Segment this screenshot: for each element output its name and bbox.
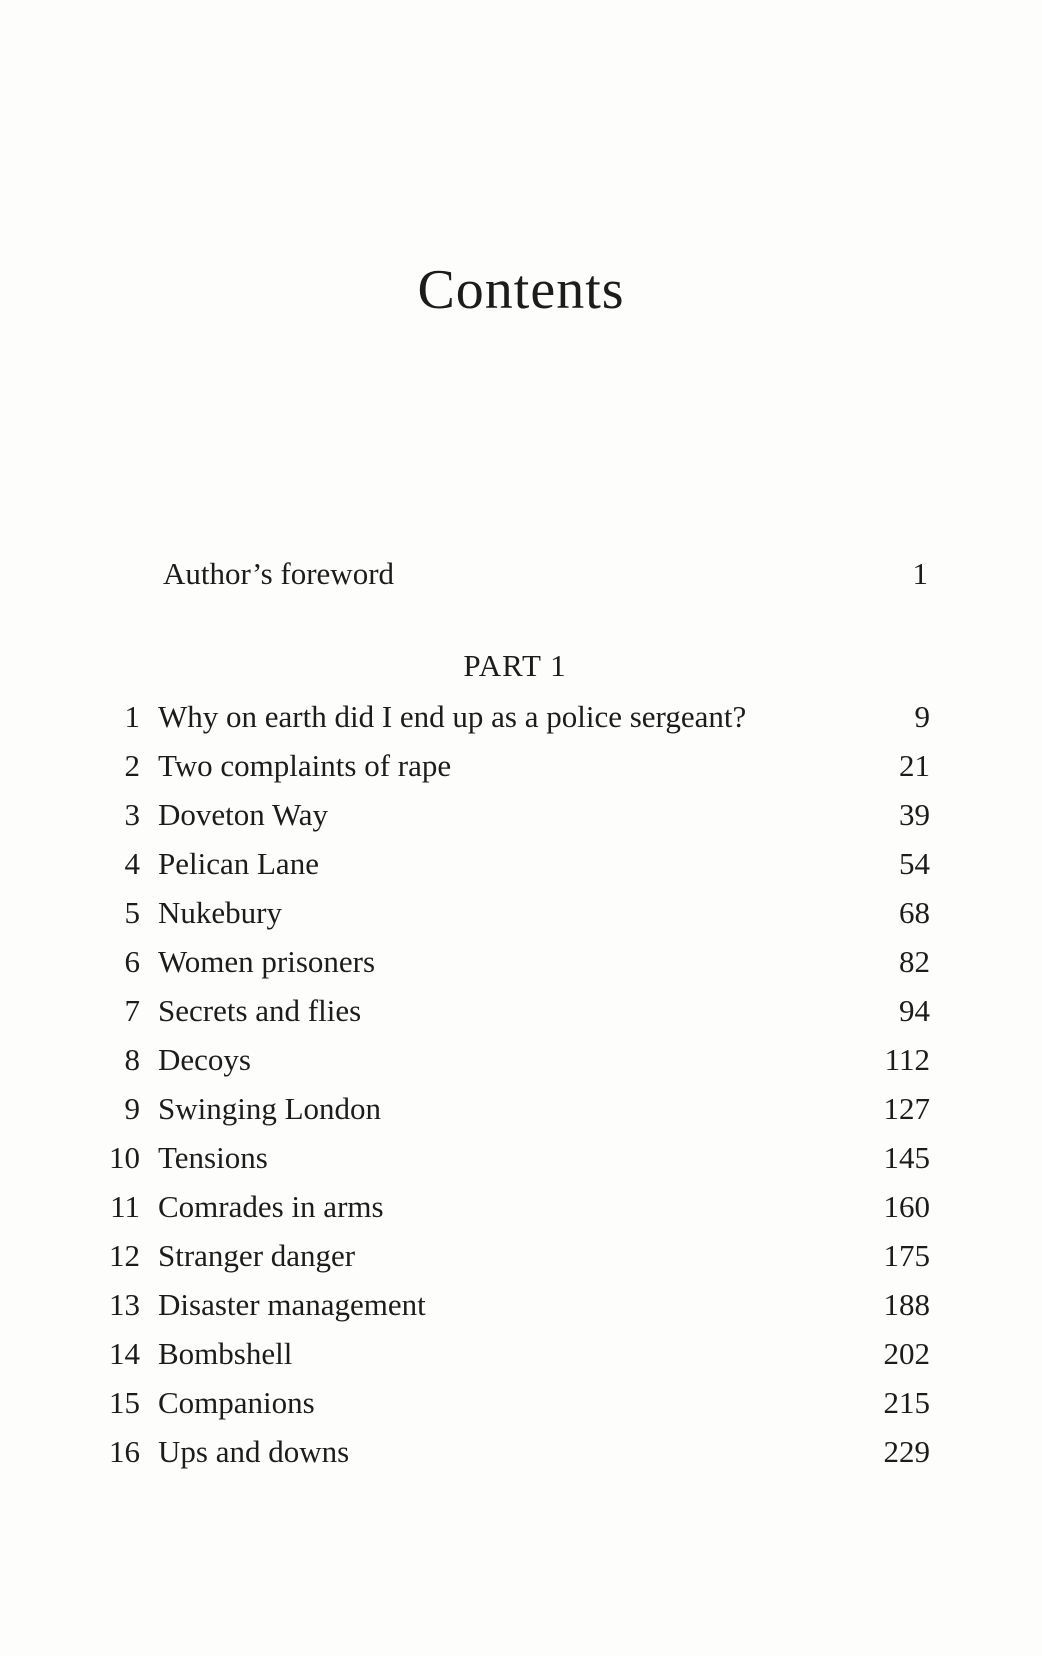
chapter-page-number: 229 <box>883 1434 930 1469</box>
chapter-title: Ups and downs <box>158 1434 350 1469</box>
chapter-title: Disaster management <box>158 1287 426 1322</box>
chapter-number: 1 <box>124 699 140 734</box>
chapter-page-number: 9 <box>914 699 930 734</box>
chapter-number: 5 <box>124 895 140 930</box>
chapter-number: 4 <box>124 846 140 881</box>
chapter-number: 10 <box>109 1140 140 1175</box>
chapter-entry[interactable] <box>100 1334 930 1383</box>
chapter-entry[interactable] <box>100 1187 930 1236</box>
chapter-title: Why on earth did I end up as a police sergeant? <box>158 699 747 734</box>
chapter-page-number: 54 <box>899 846 930 881</box>
chapter-title: Stranger danger <box>158 1238 356 1273</box>
foreword-entry[interactable] <box>163 556 928 596</box>
chapter-title: Two complaints of rape <box>158 748 452 783</box>
chapter-entry[interactable] <box>100 991 930 1040</box>
chapter-title: Decoys <box>158 1042 251 1077</box>
chapter-entry[interactable] <box>100 1040 930 1089</box>
chapter-number: 9 <box>124 1091 140 1126</box>
chapter-page-number: 127 <box>883 1091 930 1126</box>
chapter-title: Doveton Way <box>158 797 328 832</box>
chapter-title: Pelican Lane <box>158 846 319 881</box>
chapter-entry[interactable] <box>100 844 930 893</box>
chapter-title: Comrades in arms <box>158 1189 384 1224</box>
chapter-page-number: 145 <box>883 1140 930 1175</box>
chapter-entry[interactable] <box>100 1089 930 1138</box>
chapter-entry[interactable] <box>100 1138 930 1187</box>
chapter-title: Tensions <box>158 1140 268 1175</box>
chapter-title: Bombshell <box>158 1336 293 1371</box>
chapter-page-number: 82 <box>899 944 930 979</box>
chapter-page-number: 175 <box>883 1238 930 1273</box>
chapter-number: 6 <box>124 944 140 979</box>
chapter-entry[interactable] <box>100 1383 930 1432</box>
chapter-entry[interactable] <box>100 893 930 942</box>
chapter-number: 3 <box>124 797 140 832</box>
chapter-entry[interactable] <box>100 795 930 844</box>
chapter-title: Companions <box>158 1385 315 1420</box>
chapter-number: 12 <box>109 1238 140 1273</box>
chapter-entry[interactable] <box>100 942 930 991</box>
chapter-page-number: 21 <box>899 748 930 783</box>
chapter-number: 8 <box>124 1042 140 1077</box>
chapter-page-number: 94 <box>899 993 930 1028</box>
chapter-page-number: 39 <box>899 797 930 832</box>
chapter-entry[interactable] <box>100 697 930 746</box>
chapter-page-number: 112 <box>884 1042 930 1077</box>
chapter-number: 11 <box>110 1189 140 1224</box>
chapter-page-number: 160 <box>883 1189 930 1224</box>
chapter-list <box>100 697 930 1481</box>
page-title: Contents <box>417 259 625 321</box>
chapter-title: Swinging London <box>158 1091 382 1126</box>
chapter-page-number: 188 <box>883 1287 930 1322</box>
chapter-page-number: 215 <box>883 1385 930 1420</box>
chapter-entry[interactable] <box>100 1285 930 1334</box>
chapter-page-number: 68 <box>899 895 930 930</box>
part-heading: PART 1 <box>463 648 567 683</box>
chapter-entry[interactable] <box>100 1432 930 1481</box>
chapter-title: Women prisoners <box>158 944 376 979</box>
chapter-page-number: 202 <box>883 1336 930 1371</box>
foreword-page-number: 1 <box>912 556 928 591</box>
chapter-number: 15 <box>109 1385 140 1420</box>
chapter-number: 16 <box>109 1434 140 1469</box>
chapter-number: 13 <box>109 1287 140 1322</box>
chapter-number: 7 <box>124 993 140 1028</box>
chapter-title: Nukebury <box>158 895 282 930</box>
foreword-label: Author’s foreword <box>163 556 395 591</box>
chapter-title: Secrets and flies <box>158 993 362 1028</box>
chapter-entry[interactable] <box>100 1236 930 1285</box>
chapter-entry[interactable] <box>100 746 930 795</box>
chapter-number: 2 <box>124 748 140 783</box>
chapter-number: 14 <box>109 1336 140 1371</box>
